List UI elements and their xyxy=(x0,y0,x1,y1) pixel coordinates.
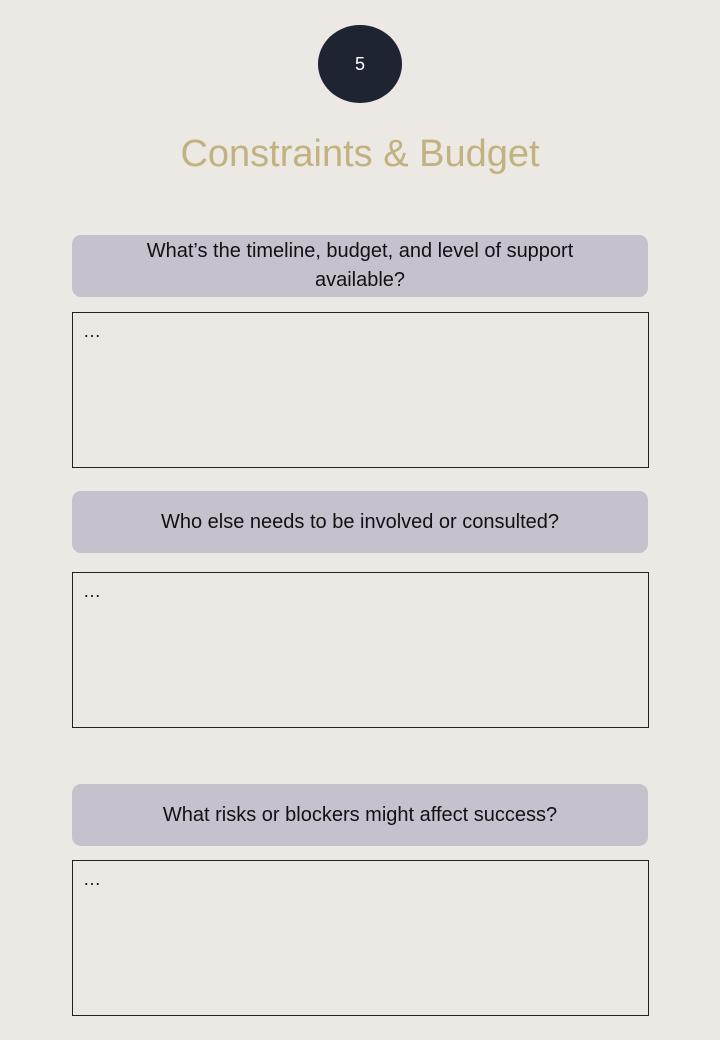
step-number-badge xyxy=(318,25,402,103)
answer-field-stakeholders[interactable]: … xyxy=(72,572,649,728)
answer-field-risks-blockers[interactable]: … xyxy=(72,860,649,1016)
question-risks-blockers xyxy=(72,784,648,846)
question-text: What risks or blockers might affect success? xyxy=(162,803,558,826)
question-text: Who else needs to be involved or consulted? xyxy=(160,510,560,533)
question-text: What’s the timeline, budget, and level of support available? xyxy=(146,240,574,291)
step-number: 5 xyxy=(354,53,365,74)
answer-field-timeline-budget[interactable]: … xyxy=(72,312,649,468)
question-stakeholders xyxy=(72,491,648,553)
page-title: Constraints & Budget xyxy=(180,133,540,175)
question-timeline-budget xyxy=(72,235,648,297)
